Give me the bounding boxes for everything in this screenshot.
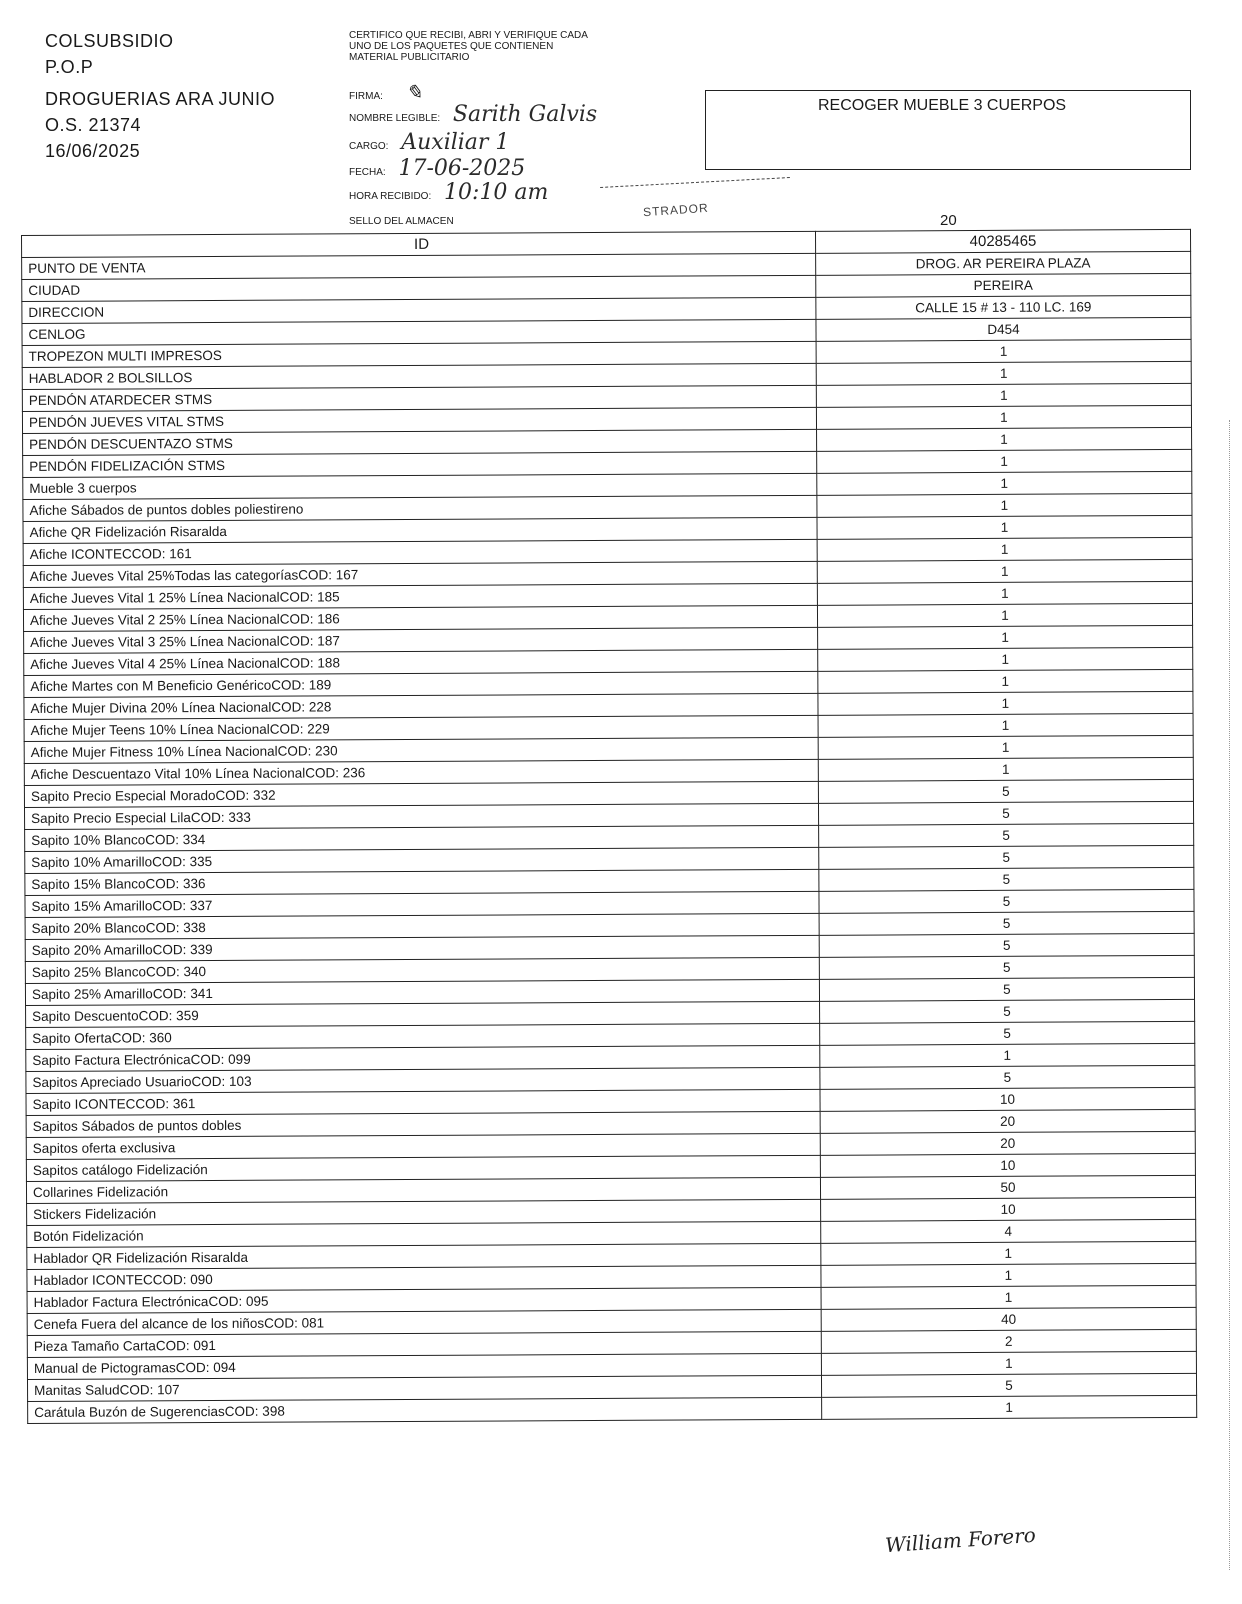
nombre-value: Sarith Galvis [452,102,598,127]
row-value: 1 [817,515,1192,539]
row-value: 5 [820,1065,1195,1089]
row-value: 10 [820,1197,1195,1221]
row-label: CIUDAD [22,275,816,301]
row-value: 1 [817,581,1192,605]
firma-signature: ✎ [405,80,423,104]
fecha-label: FECHA: [349,167,386,178]
sello-label: SELLO DEL ALMACEN [349,216,454,227]
row-value: 20 [820,1109,1195,1133]
row-value: 1 [816,427,1191,451]
row-label: Afiche Mujer Teens 10% Línea NacionalCOD: 229 [24,715,818,741]
row-value: 5 [818,779,1193,803]
row-value: 1 [817,603,1192,627]
row-value: 1 [816,383,1191,407]
row-value: 5 [819,823,1194,847]
row-value: 1 [818,691,1193,715]
row-label: Hablador ICONTECCOD: 090 [27,1265,821,1291]
row-label: Afiche Jueves Vital 2 25% Línea NacionalCOD: 186 [23,605,817,631]
fecha-row [349,156,525,181]
nombre-label: NOMBRE LEGIBLE: [349,113,441,124]
row-value: CALLE 15 # 13 - 110 LC. 169 [816,295,1191,319]
hora-row [349,180,548,205]
campaign-name: DROGUERIAS ARA JUNIO [45,89,276,109]
row-value: 2 [821,1329,1196,1353]
row-label: Afiche Sábados de puntos dobles poliestireno [23,495,817,521]
firma-row [349,80,422,104]
row-label: Sapito 10% AmarilloCOD: 335 [25,847,819,873]
row-value: 4 [821,1219,1196,1243]
row-value: 5 [821,1373,1196,1397]
row-value: 1 [820,1043,1195,1067]
row-value: 1 [816,361,1191,385]
row-value: PEREIRA [816,273,1191,297]
row-value: 1 [821,1351,1196,1375]
row-label: Sapito Precio Especial LilaCOD: 333 [24,803,818,829]
id-label: ID [22,231,816,257]
row-label: Collarines Fidelización [26,1177,820,1203]
row-label: Carátula Buzón de SugerenciasCOD: 398 [28,1397,822,1423]
cargo-row [349,130,509,155]
row-value: 1 [822,1395,1197,1419]
row-value: 1 [817,449,1192,473]
row-value: 1 [821,1241,1196,1265]
row-label: Mueble 3 cuerpos [23,473,817,499]
note-box [705,90,1191,170]
row-label: Hablador QR Fidelización Risaralda [27,1243,821,1269]
row-label: Sapito Factura ElectrónicaCOD: 099 [26,1045,820,1071]
row-label: Sapitos Apreciado UsuarioCOD: 103 [26,1067,820,1093]
row-label: Pieza Tamaño CartaCOD: 091 [27,1331,821,1357]
row-label: Afiche Mujer Divina 20% Línea NacionalCOD: 228 [24,693,818,719]
row-label: Afiche Jueves Vital 4 25% Línea NacionalCOD: 188 [24,649,818,675]
row-value: 1 [816,339,1191,363]
stamp-partial-text: STRADOR [642,200,710,220]
header-block [45,28,275,164]
row-value: 50 [820,1175,1195,1199]
row-label: Afiche QR Fidelización Risaralda [23,517,817,543]
row-value: 5 [819,933,1194,957]
row-label: Manitas SaludCOD: 107 [27,1375,821,1401]
document-date: 16/06/2025 [45,141,141,161]
row-label: PENDÓN DESCUENTAZO STMS [23,429,817,455]
hora-value: 10:10 am [444,180,549,205]
cargo-value: Auxiliar 1 [401,130,510,155]
row-label: Sapitos oferta exclusiva [26,1133,820,1159]
row-value: 1 [821,1263,1196,1287]
row-label: Sapito 20% BlancoCOD: 338 [25,913,819,939]
row-label: Afiche Descuentazo Vital 10% Línea NacionalCOD: 236 [24,759,818,785]
row-value: 1 [818,713,1193,737]
row-value: 5 [819,977,1194,1001]
row-value: 40 [821,1307,1196,1331]
note-text: RECOGER MUEBLE 3 CUERPOS [818,97,1067,114]
row-value: 5 [819,889,1194,913]
row-label: Sapito DescuentoCOD: 359 [26,1001,820,1027]
hora-label: HORA RECIBIDO: [349,191,432,202]
row-value: 5 [819,999,1194,1023]
row-value: 1 [817,537,1192,561]
row-value: 1 [818,757,1193,781]
row-label: TROPEZON MULTI IMPRESOS [22,341,816,367]
row-value: 5 [818,801,1193,825]
row-value: 1 [817,471,1192,495]
row-label: Sapito 25% BlancoCOD: 340 [25,957,819,983]
row-label: Sapito 10% BlancoCOD: 334 [25,825,819,851]
row-label: Sapito 20% AmarilloCOD: 339 [25,935,819,961]
row-label: Sapito 15% AmarilloCOD: 337 [25,891,819,917]
row-label: PENDÓN ATARDECER STMS [22,385,816,411]
row-label: Hablador Factura ElectrónicaCOD: 095 [27,1287,821,1313]
row-label: Afiche ICONTECCOD: 161 [23,539,817,565]
row-label: Stickers Fidelización [27,1199,821,1225]
row-value: 5 [819,867,1194,891]
stamp-line [600,177,790,188]
row-label: PENDÓN FIDELIZACIÓN STMS [23,451,817,477]
row-label: CENLOG [22,319,816,345]
department: P.O.P [45,57,94,77]
row-value: 1 [818,669,1193,693]
row-label: PENDÓN JUEVES VITAL STMS [22,407,816,433]
cargo-label: CARGO: [349,141,389,152]
row-label: Sapito 15% BlancoCOD: 336 [25,869,819,895]
id-value: 40285465 [815,229,1190,253]
row-label: Sapito OfertaCOD: 360 [26,1023,820,1049]
row-label: DIRECCION [22,297,816,323]
row-label: Sapitos Sábados de puntos dobles [26,1111,820,1137]
certificate-statement: CERTIFICO QUE RECIBI, ABRI Y VERIFIQUE CADA UNO DE LOS PAQUETES QUE CONTIENEN MATERIAL PUBLICITARIO [349,30,588,63]
materials-table [21,229,1197,1424]
order-number: O.S. 21374 [45,115,142,135]
row-value: 1 [818,647,1193,671]
row-value: 1 [818,735,1193,759]
row-value: 5 [820,1021,1195,1045]
company-name: COLSUBSIDIO [45,31,174,51]
row-label: PUNTO DE VENTA [22,253,816,279]
row-value: 20 [820,1131,1195,1155]
row-label: Afiche Jueves Vital 3 25% Línea NacionalCOD: 187 [24,627,818,653]
top-count: 20 [940,212,957,229]
row-value: 10 [820,1153,1195,1177]
row-value: D454 [816,317,1191,341]
nombre-row [349,102,597,127]
row-label: Sapito 25% AmarilloCOD: 341 [25,979,819,1005]
row-label: Botón Fidelización [27,1221,821,1247]
row-label: Afiche Mujer Fitness 10% Línea NacionalCOD: 230 [24,737,818,763]
row-value: 5 [819,911,1194,935]
row-label: Manual de PictogramasCOD: 094 [27,1353,821,1379]
row-label: Sapito ICONTECCOD: 361 [26,1089,820,1115]
row-label: HABLADOR 2 BOLSILLOS [22,363,816,389]
scan-edge [1229,420,1232,1570]
row-value: 1 [817,625,1192,649]
firma-label: FIRMA: [349,91,383,102]
row-value: 1 [821,1285,1196,1309]
fecha-value: 17-06-2025 [398,156,526,181]
row-value: 1 [816,405,1191,429]
footer-signature: William Forero [884,1522,1037,1558]
row-value: DROG. AR PEREIRA PLAZA [816,251,1191,275]
row-value: 1 [817,559,1192,583]
row-label: Cenefa Fuera del alcance de los niñosCOD: 081 [27,1309,821,1335]
row-value: 10 [820,1087,1195,1111]
row-label: Sapitos catálogo Fidelización [26,1155,820,1181]
row-label: Sapito Precio Especial MoradoCOD: 332 [24,781,818,807]
row-label: Afiche Jueves Vital 1 25% Línea NacionalCOD: 185 [23,583,817,609]
row-value: 1 [817,493,1192,517]
table-row [28,1395,1197,1423]
row-label: Afiche Martes con M Beneficio GenéricoCOD: 189 [24,671,818,697]
row-value: 5 [819,955,1194,979]
row-label: Afiche Jueves Vital 25%Todas las categoríasCOD: 167 [23,561,817,587]
row-value: 5 [819,845,1194,869]
